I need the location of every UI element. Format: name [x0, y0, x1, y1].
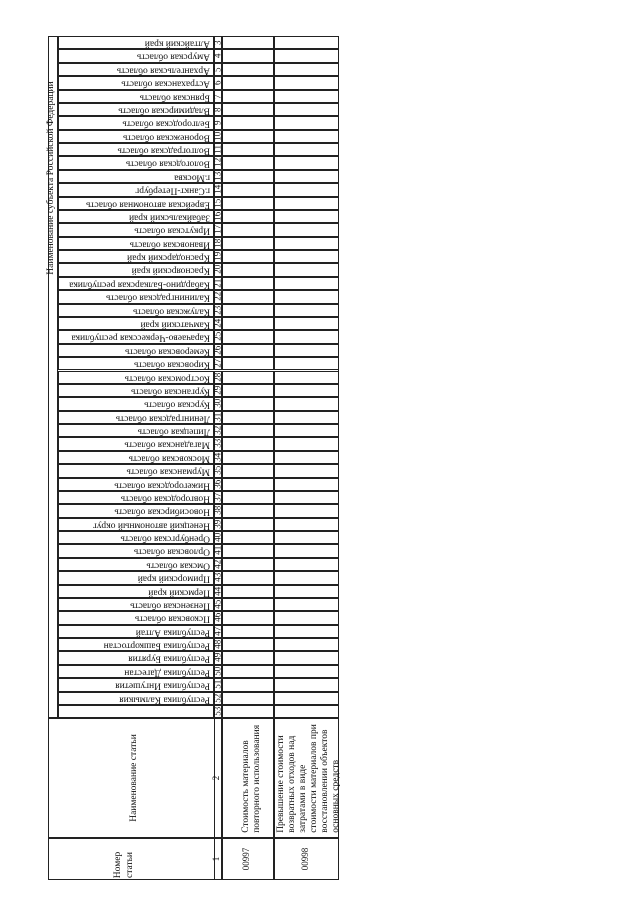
region-name: Липецкая область	[137, 426, 210, 437]
value-cell	[222, 384, 274, 397]
region-number: 52	[212, 693, 223, 703]
region-name: Астраханская область	[121, 78, 210, 89]
value-cell	[274, 638, 339, 651]
value-cell	[274, 692, 339, 705]
region-name: Республика Калмыкия	[119, 693, 210, 704]
region-number: 44	[212, 586, 223, 596]
article-number: 00998	[299, 847, 310, 871]
value-cell	[274, 357, 339, 370]
value-cell	[274, 143, 339, 156]
value-cell	[222, 625, 274, 638]
value-cell	[222, 665, 274, 678]
value-cell	[274, 317, 339, 330]
region-number: 25	[212, 332, 223, 342]
region-name: Еврейская автономная область	[86, 198, 210, 209]
value-cell	[274, 210, 339, 223]
value-cell	[274, 130, 339, 143]
region-name: г.Москва	[174, 172, 210, 183]
region-name: Кировская область	[133, 359, 210, 370]
region-name: Орловская область	[133, 546, 210, 557]
value-cell	[274, 464, 339, 477]
value-cell	[274, 76, 339, 89]
value-cell	[222, 49, 274, 62]
region-name: Красноярский край	[131, 265, 210, 276]
value-cell	[222, 424, 274, 437]
value-cell	[222, 518, 274, 531]
article-name: Превышение стоимости возвратных отходов над затратами в виде стоимости материалов при восстановлении объектов основных средств	[275, 724, 341, 833]
region-name: Оренбургская область	[120, 533, 210, 544]
region-name: Карачаево-Черкесская республика	[71, 332, 210, 343]
region-number: 3	[212, 40, 223, 45]
value-cell	[222, 63, 274, 76]
value-cell	[222, 357, 274, 370]
region-name: Магаданская область	[124, 439, 210, 450]
region-number: 16	[212, 211, 223, 221]
value-cell	[222, 130, 274, 143]
value-cell	[222, 103, 274, 116]
region-number: 10	[212, 131, 223, 141]
region-name: Кемеровская область	[124, 346, 210, 357]
region-number: 34	[212, 452, 223, 462]
region-number: 30	[212, 398, 223, 408]
region-number: 43	[212, 572, 223, 582]
value-cell	[274, 290, 339, 303]
value-cell	[222, 90, 274, 103]
region-name: Омская область	[146, 560, 210, 571]
region-name: Забайкальский край	[129, 212, 210, 223]
region-name: Кабардино-Балкарская республика	[69, 279, 210, 290]
region-name: Калининградская область	[106, 292, 210, 303]
value-cell	[274, 678, 339, 691]
value-cell	[222, 156, 274, 169]
value-cell	[222, 76, 274, 89]
region-number: 46	[212, 613, 223, 623]
value-cell	[222, 491, 274, 504]
region-number: 28	[212, 372, 223, 382]
region-number: 6	[212, 80, 223, 86]
region-name: Новгородская область	[120, 493, 210, 504]
region-number: 32	[212, 425, 223, 435]
value-cell	[222, 143, 274, 156]
value-cell	[274, 437, 339, 450]
value-cell	[222, 397, 274, 410]
value-cell	[222, 651, 274, 664]
region-number: 38	[212, 505, 223, 515]
region-number: 51	[212, 679, 223, 689]
region-name: Республика Алтай	[135, 627, 210, 638]
value-cell	[274, 384, 339, 397]
region-name: Белгородская область	[122, 118, 210, 129]
subject-names-header-text: Наименование субъекта Российской Федерации	[46, 81, 56, 275]
region-number: 7	[212, 93, 223, 99]
value-cell	[222, 223, 274, 236]
region-number: 9	[212, 120, 223, 126]
value-cell	[222, 504, 274, 517]
region-number: 11	[212, 145, 223, 154]
region-number: 35	[212, 465, 223, 475]
value-cell	[274, 558, 339, 571]
value-cell	[222, 571, 274, 584]
region-number: 4	[212, 53, 223, 59]
region-name: Пензенская область	[130, 600, 210, 611]
value-cell	[222, 210, 274, 223]
region-name: Республика Бурятия	[128, 653, 210, 664]
value-cell	[274, 156, 339, 169]
region-name: Амурская область	[136, 51, 210, 62]
value-cell	[274, 103, 339, 116]
value-cell	[274, 263, 339, 276]
region-number: 42	[212, 559, 223, 569]
region-number: 23	[212, 305, 223, 315]
region-name: Алтайский край	[144, 38, 210, 49]
value-cell	[274, 491, 339, 504]
value-cell	[222, 371, 274, 384]
value-cell	[274, 544, 339, 557]
region-name: Ленинградская область	[115, 413, 210, 423]
value-cell	[222, 197, 274, 210]
region-name: Новосибирская область	[114, 506, 210, 517]
region-number: 26	[212, 345, 223, 355]
region-number: 47	[212, 626, 223, 636]
value-cell	[222, 464, 274, 477]
value-cell	[274, 90, 339, 103]
region-number: 39	[212, 519, 223, 529]
region-name: Приморский край	[137, 573, 210, 584]
region-number: 36	[212, 479, 223, 489]
value-cell	[222, 304, 274, 317]
region-name: Камчатский край	[140, 319, 210, 330]
region-name: Архангельская область	[116, 65, 210, 76]
region-number: 22	[212, 291, 223, 301]
region-name: Краснодарский край	[127, 252, 210, 263]
region-number: 20	[212, 265, 223, 275]
region-name: Ивановская область	[129, 239, 210, 250]
value-cell	[222, 705, 274, 718]
column-number-2: 2	[211, 775, 221, 781]
value-cell	[274, 304, 339, 317]
value-cell	[274, 277, 339, 290]
value-cell	[274, 665, 339, 678]
region-number: 27	[212, 358, 223, 368]
value-cell	[274, 63, 339, 76]
region-number: 13	[212, 171, 223, 181]
value-cell	[222, 411, 274, 424]
region-name: Воронежская область	[123, 132, 210, 143]
value-cell	[274, 223, 339, 236]
region-name: Волгоградская область	[117, 145, 210, 156]
value-cell	[222, 277, 274, 290]
region-name: Республика Ингушетия	[115, 680, 210, 691]
value-cell	[222, 237, 274, 250]
value-cell	[222, 344, 274, 357]
value-cell	[274, 170, 339, 183]
value-cell	[274, 424, 339, 437]
value-cell	[222, 317, 274, 330]
value-cell	[274, 237, 339, 250]
value-cell	[222, 478, 274, 491]
value-cell	[222, 678, 274, 691]
value-cell	[222, 330, 274, 343]
region-number: 45	[212, 599, 223, 609]
region-name: Курганская область	[131, 386, 210, 397]
value-cell	[274, 504, 339, 517]
value-cell	[274, 651, 339, 664]
region-name: Ненецкий автономный округ	[92, 520, 210, 531]
region-number: 19	[212, 251, 223, 261]
region-number: 29	[212, 385, 223, 395]
value-cell	[222, 451, 274, 464]
value-cell	[274, 183, 339, 196]
region-number: 15	[212, 198, 223, 208]
value-cell	[222, 116, 274, 129]
region-number: 8	[212, 107, 223, 112]
region-number: 53	[212, 706, 223, 716]
value-cell	[274, 705, 339, 718]
region-number: 14	[212, 184, 223, 194]
region-name: Курская область	[144, 399, 210, 410]
value-cell	[222, 531, 274, 544]
region-name: г.Санкт-Петербург	[135, 185, 210, 196]
region-name: Пермский край	[148, 586, 210, 597]
article-name-header: Наименование статьи	[129, 734, 139, 822]
value-cell	[222, 263, 274, 276]
region-name: Костромская область	[124, 372, 210, 383]
region-name: Московская область	[128, 453, 210, 464]
value-cell	[274, 478, 339, 491]
value-cell	[274, 371, 339, 384]
region-name: Брянская область	[139, 91, 210, 102]
value-cell	[274, 36, 339, 49]
value-cell	[274, 585, 339, 598]
value-cell	[222, 611, 274, 624]
value-cell	[274, 598, 339, 611]
region-number: 49	[212, 653, 223, 663]
value-cell	[222, 250, 274, 263]
region-number: 17	[212, 225, 223, 234]
value-cell	[274, 411, 339, 424]
value-cell	[222, 36, 274, 49]
region-name: Республика Башкортостан	[103, 640, 210, 651]
value-cell	[274, 611, 339, 624]
article-number: 00997	[241, 847, 251, 871]
region-number: 48	[212, 639, 223, 649]
region-number: 31	[212, 412, 223, 422]
region-name: Владимирская область	[118, 105, 210, 116]
value-cell	[274, 518, 339, 531]
region-name: Нижегородская область	[114, 479, 210, 490]
value-cell	[222, 170, 274, 183]
column-number-1: 1	[211, 856, 221, 862]
value-cell	[222, 558, 274, 571]
region-number: 33	[212, 439, 223, 449]
value-cell	[222, 544, 274, 557]
region-name: Псковская область	[134, 613, 210, 624]
value-cell	[274, 49, 339, 62]
value-cell	[274, 625, 339, 638]
region-name: Вологодская область	[125, 158, 210, 169]
value-cell	[274, 397, 339, 410]
value-cell	[222, 638, 274, 651]
region-name: Калужская область	[133, 305, 210, 316]
value-cell	[274, 330, 339, 343]
value-cell	[222, 290, 274, 303]
value-cell	[274, 344, 339, 357]
region-name: Иркутская область	[134, 225, 210, 236]
value-cell	[274, 531, 339, 544]
value-cell	[274, 571, 339, 584]
region-number: 12	[212, 158, 223, 168]
region-number: 41	[212, 546, 223, 556]
article-number-header: Номер статьи	[113, 851, 135, 879]
region-name: Республика Дагестан	[124, 667, 210, 678]
value-cell	[274, 250, 339, 263]
value-cell	[274, 197, 339, 210]
value-cell	[274, 451, 339, 464]
value-cell	[222, 585, 274, 598]
article-name: Стоимость материалов повторного использования	[240, 725, 262, 833]
value-cell	[222, 692, 274, 705]
value-cell	[274, 116, 339, 129]
region-number: 37	[212, 492, 223, 502]
region-number: 50	[212, 666, 223, 676]
value-cell	[222, 183, 274, 196]
region-number: 5	[212, 67, 223, 72]
region-name: Мурманская область	[126, 466, 210, 477]
region-number: 40	[212, 532, 223, 542]
region-number: 21	[212, 278, 223, 288]
value-cell	[222, 598, 274, 611]
value-cell	[222, 437, 274, 450]
region-number: 18	[212, 238, 223, 248]
region-number: 24	[212, 318, 223, 328]
